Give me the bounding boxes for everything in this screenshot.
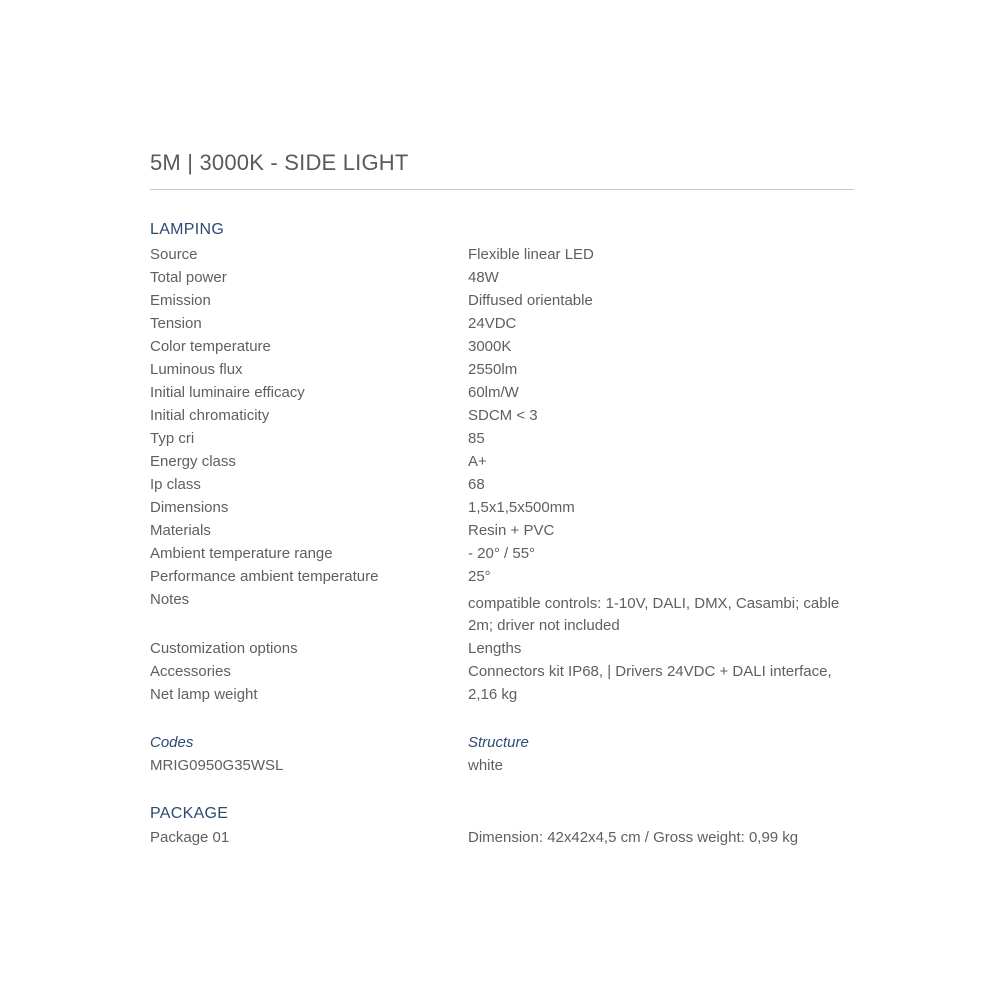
spec-value: 3000K <box>468 338 512 355</box>
spec-value: 1,5x1,5x500mm <box>468 499 575 516</box>
spec-label: Luminous flux <box>150 361 243 378</box>
spec-value: 48W <box>468 269 499 286</box>
spec-value: 68 <box>468 476 485 493</box>
spec-value: 25° <box>468 568 491 585</box>
spec-value: compatible controls: 1-10V, DALI, DMX, Casambi; cable 2m; driver not included <box>468 595 840 634</box>
lamping-heading: LAMPING <box>150 221 225 238</box>
spec-label: Performance ambient temperature <box>150 568 379 585</box>
spec-value: Lengths <box>468 640 522 657</box>
title-divider <box>150 189 854 190</box>
spec-label: Color temperature <box>150 338 271 355</box>
spec-label: Notes <box>150 591 190 608</box>
spec-label: Accessories <box>150 663 231 680</box>
spec-label: Source <box>150 246 198 263</box>
product-code: MRIG0950G35WSL <box>150 757 284 774</box>
structure-heading: Structure <box>468 734 529 751</box>
spec-label: Ip class <box>150 476 201 493</box>
spec-label: Initial chromaticity <box>150 407 270 424</box>
spec-label: Tension <box>150 315 202 332</box>
structure-value: white <box>468 757 504 774</box>
spec-value: 24VDC <box>468 315 517 332</box>
spec-value: 2,16 kg <box>468 686 518 703</box>
spec-value: - 20° / 55° <box>468 545 536 562</box>
spec-label: Net lamp weight <box>150 686 258 703</box>
spec-value: 60lm/W <box>468 384 519 401</box>
package-heading: PACKAGE <box>150 805 229 822</box>
spec-label: Total power <box>150 269 227 286</box>
spec-label: Materials <box>150 522 211 539</box>
spec-label: Customization options <box>150 640 298 657</box>
spec-value: Flexible linear LED <box>468 246 594 263</box>
spec-value: Resin + PVC <box>468 522 555 539</box>
spec-label: Emission <box>150 292 211 309</box>
spec-label: Dimensions <box>150 499 229 516</box>
spec-value: A+ <box>468 453 487 470</box>
package-value: Dimension: 42x42x4,5 cm / Gross weight: 0,99 kg <box>468 829 799 846</box>
spec-value: 2550lm <box>468 361 518 378</box>
spec-value: SDCM < 3 <box>468 407 538 424</box>
spec-label: Ambient temperature range <box>150 545 333 562</box>
codes-heading: Codes <box>150 734 194 751</box>
spec-label: Initial luminaire efficacy <box>150 384 305 401</box>
spec-label: Typ cri <box>150 430 195 447</box>
spec-value: Connectors kit IP68, | Drivers 24VDC + DALI interface, <box>468 663 832 680</box>
spec-value: 85 <box>468 430 485 447</box>
package-label: Package 01 <box>150 829 230 846</box>
spec-value: Diffused orientable <box>468 292 593 309</box>
page-title: 5M | 3000K - SIDE LIGHT <box>150 150 409 175</box>
spec-label: Energy class <box>150 453 236 470</box>
